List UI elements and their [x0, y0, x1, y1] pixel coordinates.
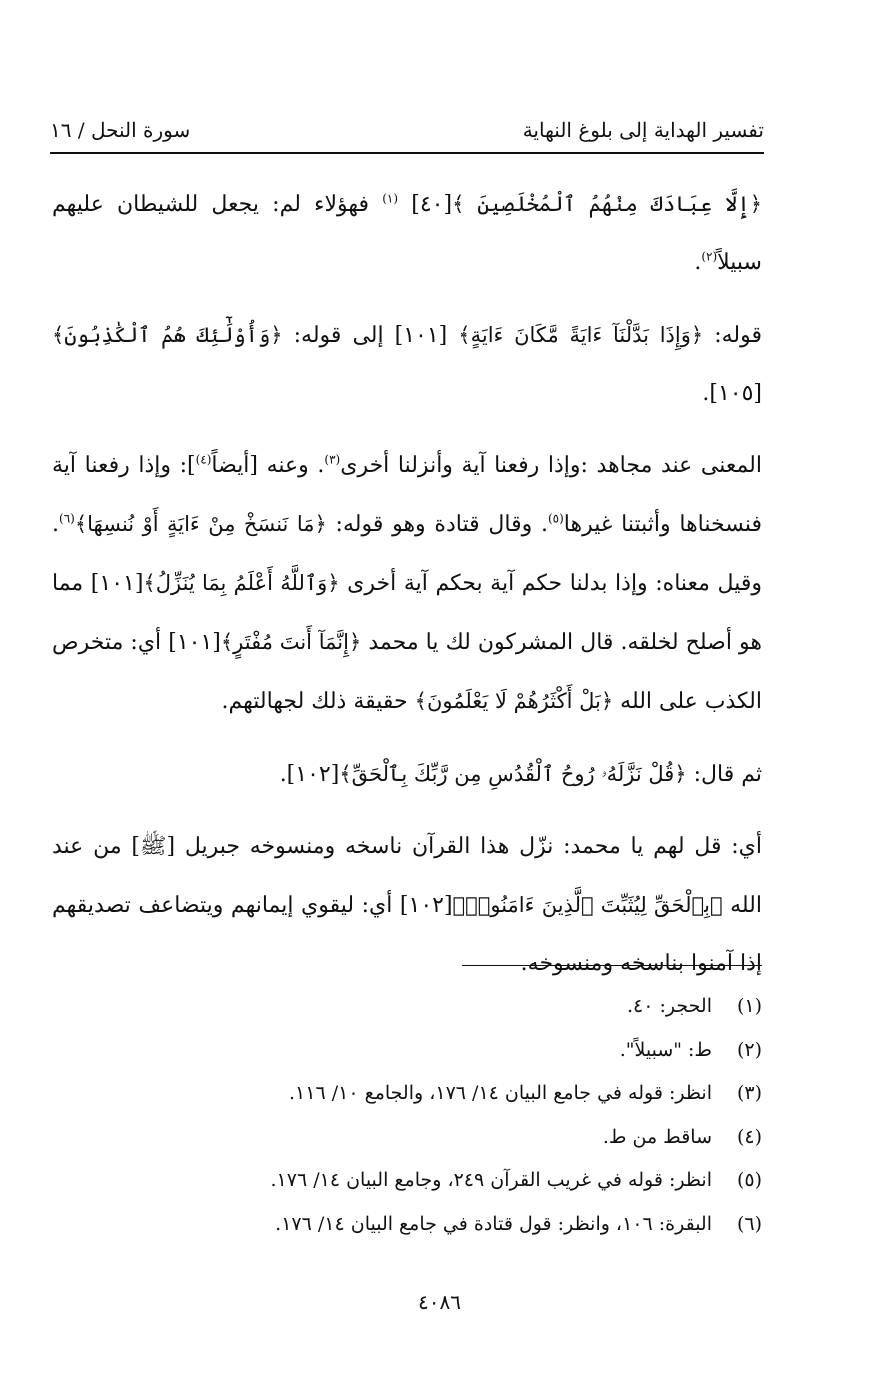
- surah-info: سورة النحل / ١٦: [50, 118, 191, 142]
- text: ثم قال:: [686, 762, 762, 787]
- text: ]: وإذا رفعنا آية فنسخناها وأثبتنا غيرها: [52, 453, 763, 537]
- footnote-item: [100, 1029, 762, 1073]
- quran-verse: ﴿وَٱللَّهُ أَعْلَمُ بِمَا يُنَزِّلُ﴾: [143, 571, 340, 595]
- footnote-ref: (١): [382, 191, 399, 206]
- footnote-ref: (٤): [195, 452, 212, 467]
- footnote-text: انظر: قوله في جامع البيان ١٤/ ١٧٦، والجامع ١٠/ ١١٦.: [289, 1082, 712, 1104]
- quran-verse: ﴿بَلْ أَكْثَرُهُمْ لَا يَعْلَمُونَ﴾: [414, 689, 614, 713]
- text: فهؤلاء لم: يجعل للشيطان عليهم سبيلاً: [52, 192, 762, 275]
- text: . وقال قتادة وهو قوله:: [326, 512, 548, 537]
- text: [١٠٥].: [702, 381, 762, 406]
- paragraph-4: [52, 745, 762, 804]
- footnote-ref: (٢): [701, 249, 718, 264]
- page-number: ٤٠٨٦: [418, 1290, 461, 1314]
- running-header: [50, 110, 764, 150]
- text: حقيقة ذلك لجهالتهم.: [221, 689, 415, 714]
- footnote-number: (٤): [736, 1125, 762, 1148]
- paragraph-1: [52, 175, 762, 292]
- footnote-item: [100, 1116, 762, 1160]
- footnote-item: [100, 985, 762, 1029]
- text: قوله:: [703, 323, 763, 348]
- quran-verse: ﴿مَا نَنسَخْ مِنْ ءَايَةٍ أَوْ نُنسِهَا﴾: [74, 512, 327, 536]
- footnote-ref: (٦): [59, 511, 75, 526]
- header-rule: [50, 152, 764, 154]
- footnote-text: ساقط من ط.: [602, 1125, 712, 1148]
- text: [١٠١] مما هو أصلح لخلقه. قال المشركون لك يا محمد: [52, 571, 762, 655]
- footnote-item: [100, 1159, 762, 1203]
- text: [١٠١] أي: متخرص الكذب على الله: [52, 630, 762, 714]
- quran-verse: ﴿إِنَّمَآ أَنتَ مُفْتَرٍ﴾: [220, 630, 362, 654]
- quran-verse: ﴿قُلْ نَزَّلَهُۥ رُوحُ ٱلْقُدُسِ مِن رَّبِّكَ بِٱلْحَقِّ﴾: [339, 762, 687, 786]
- footnote-item: [100, 1072, 762, 1116]
- footnote-text: ط: "سبيلاً".: [619, 1038, 712, 1061]
- quran-verse: ﴿إِلَّا عِبَادَكَ مِنْهُمُ ٱلْمُخْلَصِينَ ﴾: [452, 192, 762, 216]
- footnotes-list: [100, 985, 762, 1246]
- footnote-number: (١): [736, 995, 762, 1017]
- text: أي: قل لهم يا محمد: نزّل هذا القرآن ناسخه ومنسوخه جبريل [ﷺ] من عند الله: [52, 834, 762, 918]
- footnote-text: البقرة: ١٠٦، وانظر: قول قتادة في جامع البيان ١٤/ ١٧٦.: [275, 1212, 712, 1235]
- book-title: تفسير الهداية إلى بلوغ النهاية: [522, 118, 764, 142]
- footnote-number: (٥): [736, 1169, 762, 1191]
- quran-verse: ﴿بِٱلْحَقِّ لِيُثَبِّتَ ٱلَّذِينَ ءَامَنُوا۟﴾: [452, 893, 723, 917]
- text: . وعنه [أيضاً: [211, 453, 325, 478]
- footnote-separator: [462, 965, 762, 966]
- text: المعنى عند مجاهد :وإذا رفعنا آية وأنزلنا أخرى: [340, 453, 762, 478]
- quran-verse: ﴿وَإِذَا بَدَّلْنَآ ءَايَةً مَّكَانَ ءَايَةٍ﴾: [458, 323, 704, 347]
- text: .: [694, 250, 702, 275]
- text: [١٠٢] أي: ليقوي إيمانهم ويتضاعف تصديقهم إذا آمنوا بناسخه ومنسوخه.: [52, 893, 762, 976]
- paragraph-5: [52, 818, 762, 993]
- footnote-number: (٣): [736, 1082, 762, 1104]
- text: [١٠٢].: [279, 762, 340, 787]
- footnote-text: الحجر: ٤٠.: [627, 995, 712, 1017]
- main-text: [52, 175, 762, 1007]
- footnote-ref: (٥): [547, 511, 564, 526]
- footnote-ref: (٣): [324, 452, 341, 467]
- footnote-number: (٦): [736, 1212, 762, 1235]
- quran-verse: ﴿وَأُوْلَٰٓئِكَ هُمُ ٱلْكَٰذِبُونَ﴾: [52, 323, 283, 347]
- footnote-item: [100, 1203, 762, 1247]
- text: [١٠١] إلى قوله:: [282, 323, 459, 348]
- text: . وقيل معناه: وإذا بدلنا حكم آية بحكم آية أخرى: [52, 512, 762, 596]
- paragraph-3: [52, 437, 762, 731]
- footnote-number: (٢): [736, 1038, 762, 1061]
- footnote-text: انظر: قوله في غريب القرآن ٢٤٩، وجامع البيان ١٤/ ١٧٦.: [270, 1169, 712, 1191]
- verse-ref: [٤٠]: [411, 192, 453, 217]
- paragraph-2: [52, 306, 762, 423]
